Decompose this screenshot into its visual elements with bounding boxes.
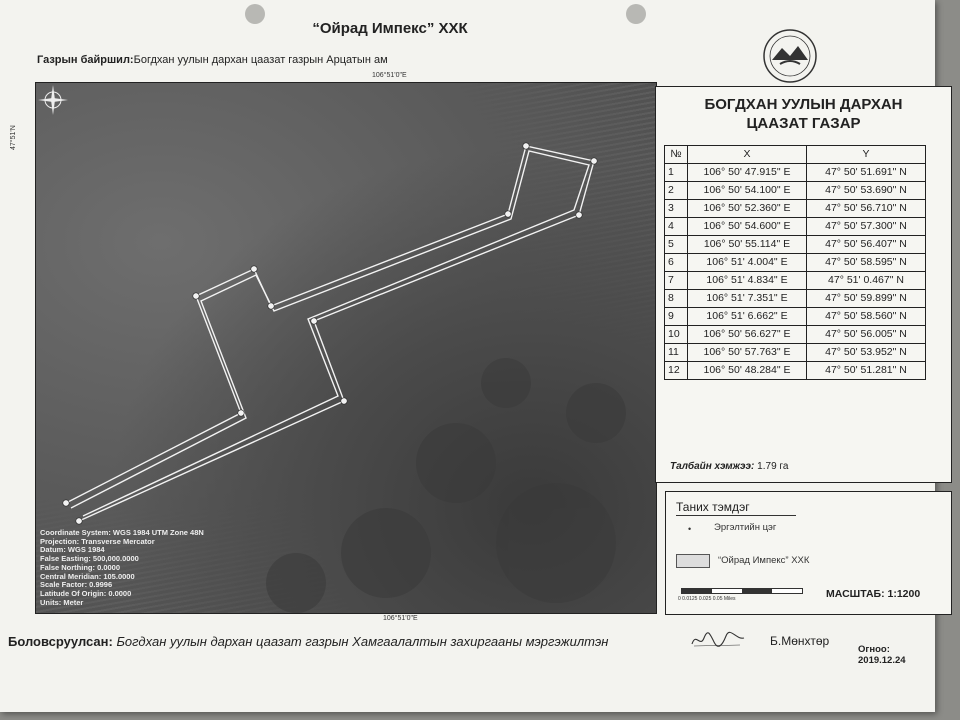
legend-divider	[676, 515, 796, 516]
vertex-point	[341, 398, 347, 404]
coordinates-panel	[655, 86, 952, 483]
punch-hole	[626, 4, 646, 24]
y-coordinate-cell: 47° 50' 59.899" N	[807, 290, 926, 308]
table-row	[665, 236, 926, 254]
company-title: “Ойрад Импекс” ХХК	[312, 20, 468, 37]
vertex-point-icon: •	[688, 524, 692, 534]
column-header: X	[688, 146, 807, 164]
panel-title	[656, 95, 951, 133]
point-number-cell: 11	[665, 344, 688, 362]
x-coordinate-cell: 106° 51' 4.004" E	[688, 254, 807, 272]
point-number-cell: 6	[665, 254, 688, 272]
x-coordinate-cell: 106° 51' 7.351" E	[688, 290, 807, 308]
column-header: Y	[807, 146, 926, 164]
point-number-cell: 8	[665, 290, 688, 308]
vertex-point	[268, 303, 274, 309]
panel-title-line: БОГДХАН УУЛЫН ДАРХАН	[704, 96, 903, 113]
area-value: 1.79 га	[757, 461, 789, 472]
point-number-cell: 7	[665, 272, 688, 290]
vertex-point	[76, 518, 82, 524]
vertex-point	[576, 212, 582, 218]
y-coordinate-cell: 47° 50' 51.281" N	[807, 362, 926, 380]
y-coordinate-cell: 47° 51' 0.467" N	[807, 272, 926, 290]
longitude-label-bottom: 106°51'0"E	[383, 615, 418, 622]
vertex-point	[523, 143, 529, 149]
x-coordinate-cell: 106° 50' 54.600" E	[688, 218, 807, 236]
x-coordinate-cell: 106° 50' 56.627" E	[688, 326, 807, 344]
vertex-point	[251, 266, 257, 272]
north-arrow-icon	[36, 83, 70, 117]
prepared-by-line	[8, 634, 608, 649]
point-number-cell: 12	[665, 362, 688, 380]
table-header-row	[665, 146, 926, 164]
x-coordinate-cell: 106° 50' 54.100" E	[688, 182, 807, 200]
column-header: №	[665, 146, 688, 164]
vertex-point	[505, 211, 511, 217]
prepared-label: Боловсруулсан:	[8, 634, 113, 649]
point-number-cell: 9	[665, 308, 688, 326]
vertex-point	[63, 500, 69, 506]
projection-line: Datum: WGS 1984	[40, 545, 105, 555]
table-row	[665, 254, 926, 272]
y-coordinate-cell: 47° 50' 58.595" N	[807, 254, 926, 272]
point-number-cell: 2	[665, 182, 688, 200]
organization-seal-logo	[762, 28, 818, 84]
vertex-point	[591, 158, 597, 164]
date-label: Огноо: 2019.12.24	[858, 644, 906, 666]
coordinates-table	[664, 145, 926, 380]
satellite-map	[35, 82, 657, 614]
parcel-swatch	[676, 554, 710, 568]
projection-line: Coordinate System: WGS 1984 UTM Zone 48N	[40, 528, 204, 537]
longitude-label-top: 106°51'0"E	[372, 72, 407, 79]
point-number-cell: 10	[665, 326, 688, 344]
table-row	[665, 362, 926, 380]
signature	[690, 630, 746, 650]
point-number-cell: 1	[665, 164, 688, 182]
latitude-label-left: 47°51'N	[10, 125, 17, 150]
y-coordinate-cell: 47° 50' 53.952" N	[807, 344, 926, 362]
table-row	[665, 272, 926, 290]
y-coordinate-cell: 47° 50' 56.407" N	[807, 236, 926, 254]
x-coordinate-cell: 106° 50' 55.114" E	[688, 236, 807, 254]
vertex-point	[193, 293, 199, 299]
projection-line: False Northing: 0.0000	[40, 562, 121, 572]
table-row	[665, 182, 926, 200]
legend-title: Таних тэмдэг	[676, 500, 750, 514]
scale-bar	[681, 588, 803, 594]
y-coordinate-cell: 47° 50' 57.300" N	[807, 218, 926, 236]
vertex-point	[311, 318, 317, 324]
x-coordinate-cell: 106° 50' 48.284" E	[688, 362, 807, 380]
scale-ticks: 0 0.0125 0.025 0.05 Miles	[678, 596, 736, 602]
y-coordinate-cell: 47° 50' 51.691" N	[807, 164, 926, 182]
table-row	[665, 164, 926, 182]
projection-info	[40, 529, 204, 607]
y-coordinate-cell: 47° 50' 58.560" N	[807, 308, 926, 326]
table-row	[665, 290, 926, 308]
area-label: Талбайн хэмжээ:	[670, 461, 755, 472]
panel-title-line: ЦААЗАТ ГАЗАР	[746, 115, 861, 132]
vertex-point	[238, 410, 244, 416]
point-number-cell: 4	[665, 218, 688, 236]
projection-line: Scale Factor: 0.9996	[40, 580, 113, 590]
legend-point-label: Эргэлтийн цэг	[714, 522, 777, 533]
table-row	[665, 326, 926, 344]
table-row	[665, 200, 926, 218]
location-line	[37, 54, 388, 66]
location-value: Богдхан уулын дархан цаазат газрын Арцатын ам	[133, 54, 388, 66]
point-number-cell: 5	[665, 236, 688, 254]
prepared-value: Богдхан уулын дархан цаазат газрын Хамгаалалтын захиргааны мэргэжилтэн	[116, 634, 609, 649]
x-coordinate-cell: 106° 51' 4.834" E	[688, 272, 807, 290]
x-coordinate-cell: 106° 50' 47.915" E	[688, 164, 807, 182]
x-coordinate-cell: 106° 51' 6.662" E	[688, 308, 807, 326]
author-name: Б.Мөнхтөр	[770, 634, 830, 648]
projection-line: False Easting: 500,000.0000	[40, 554, 139, 564]
y-coordinate-cell: 47° 50' 56.710" N	[807, 200, 926, 218]
legend-panel	[665, 491, 952, 615]
projection-line: Units: Meter	[40, 597, 84, 607]
projection-line: Latitude Of Origin: 0.0000	[40, 588, 132, 598]
table-row	[665, 218, 926, 236]
x-coordinate-cell: 106° 50' 57.763" E	[688, 344, 807, 362]
y-coordinate-cell: 47° 50' 56.005" N	[807, 326, 926, 344]
projection-line: Central Meridian: 105.0000	[40, 571, 135, 581]
y-coordinate-cell: 47° 50' 53.690" N	[807, 182, 926, 200]
table-row	[665, 344, 926, 362]
area-info	[670, 461, 788, 472]
x-coordinate-cell: 106° 50' 52.360" E	[688, 200, 807, 218]
point-number-cell: 3	[665, 200, 688, 218]
scale-label: МАСШТАБ: 1:1200	[826, 588, 921, 600]
table-row	[665, 308, 926, 326]
legend-parcel-label: “Ойрад Импекс” ХХК	[718, 555, 810, 566]
projection-line: Projection: Transverse Mercator	[40, 536, 155, 546]
location-label: Газрын байршил:	[37, 54, 134, 66]
